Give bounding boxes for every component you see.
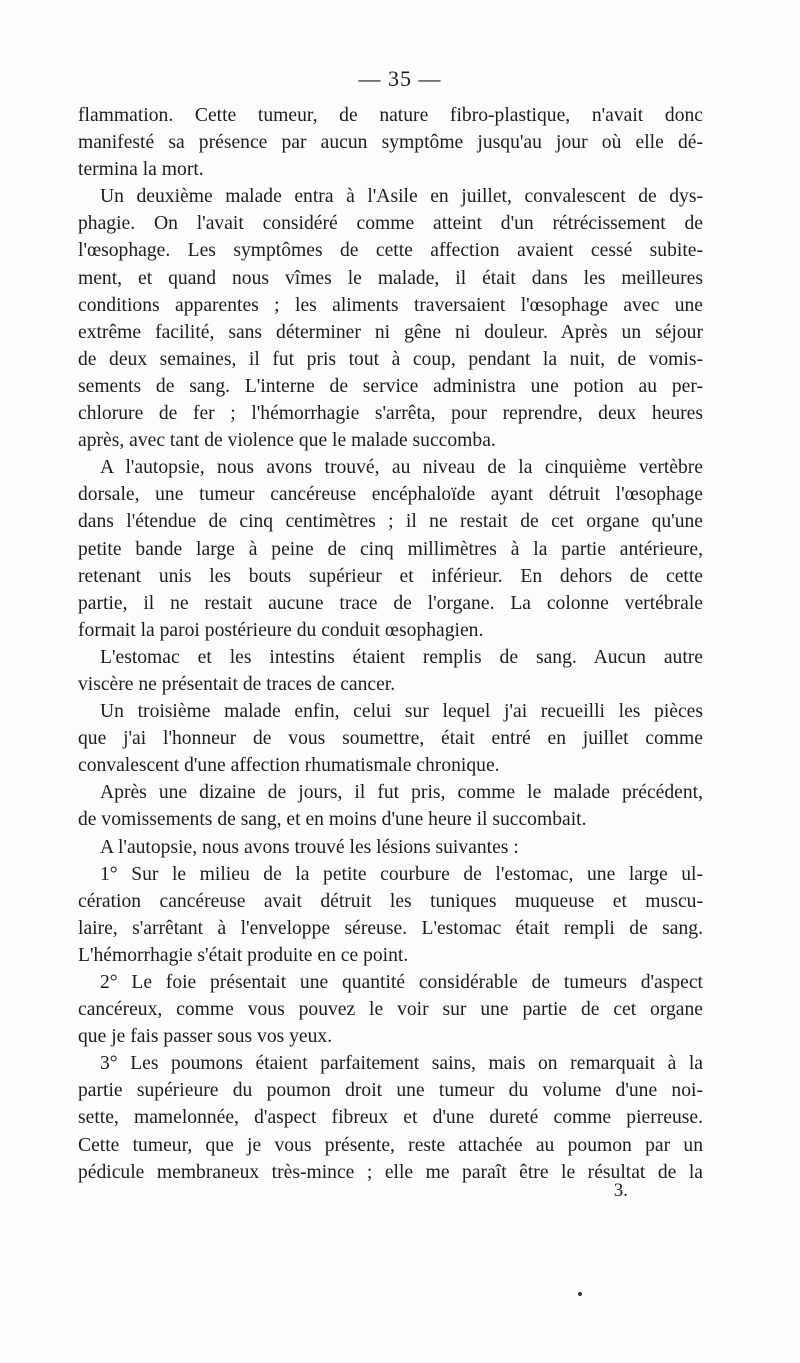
text-line: flammation. Cette tumeur, de nature fibro-plastique, n'avait donc: [78, 105, 703, 126]
text-line: Après une dizaine de jours, il fut pris, comme le malade précédent,: [100, 782, 703, 804]
text-line: cération cancéreuse avait détruit les tuniques muqueuse et muscu-: [78, 890, 703, 912]
text-line: cancéreux, comme vous pouvez le voir sur une partie de cet organe: [78, 999, 703, 1021]
text-line: partie, il ne restait aucune trace de l'organe. La colonne vertébrale: [78, 592, 703, 614]
text-line: Un deuxième malade entra à l'Asile en juillet, convalescent de dys-: [100, 186, 703, 208]
text-line: que j'ai l'honneur de vous soumettre, était entré en juillet comme: [78, 728, 703, 750]
text-line: retenant unis les bouts supérieur et inférieur. En dehors de cette: [78, 565, 703, 587]
text-line: A l'autopsie, nous avons trouvé les lésions suivantes :: [100, 836, 519, 858]
text-line: pédicule membraneux très-mince ; elle me paraît être le résultat de la: [78, 1161, 703, 1183]
text-line: dans l'étendue de cinq centimètres ; il ne restait de cet organe qu'une: [78, 511, 703, 533]
text-line: 1° Sur le milieu de la petite courbure de l'estomac, une large ul-: [100, 863, 703, 885]
ink-speck: [578, 1292, 582, 1296]
text-line: l'œsophage. Les symptômes de cette affection avaient cessé subite-: [78, 240, 703, 262]
text-line: formait la paroi postérieure du conduit œsophagien.: [78, 619, 484, 641]
text-line: L'estomac et les intestins étaient remplis de sang. Aucun autre: [100, 646, 703, 668]
text-line: laire, s'arrêtant à l'enveloppe séreuse. L'estomac était rempli de sang.: [78, 917, 703, 939]
text-line: conditions apparentes ; les aliments traversaient l'œsophage avec une: [78, 294, 703, 316]
page-number: — 35 —: [358, 66, 442, 91]
body-text: [78, 102, 703, 1186]
text-line: de deux semaines, il fut pris tout à coup, pendant la nuit, de vomis-: [78, 348, 703, 370]
text-line: viscère ne présentait de traces de cancer.: [78, 673, 396, 695]
text-line: dorsale, une tumeur cancéreuse encéphaloïde ayant détruit l'œsophage: [78, 484, 703, 506]
text-line: manifesté sa présence par aucun symptôme jusqu'au jour où elle dé-: [78, 132, 703, 154]
text-line: L'hémorrhagie s'était produite en ce point.: [78, 944, 409, 966]
text-line: convalescent d'une affection rhumatismale chronique.: [78, 755, 500, 777]
text-line: petite bande large à peine de cinq millimètres à la partie antérieure,: [78, 538, 703, 560]
text-line: 2° Le foie présentait une quantité considérable de tumeurs d'aspect: [100, 972, 703, 993]
text-line: extrême facilité, sans déterminer ni gêne ni douleur. Après un séjour: [78, 321, 703, 343]
text-line: A l'autopsie, nous avons trouvé, au niveau de la cinquième vertèbre: [100, 457, 703, 479]
text-line: Cette tumeur, que je vous présente, reste attachée au poumon par un: [78, 1134, 703, 1156]
text-line: partie supérieure du poumon droit une tumeur du volume d'une noi-: [78, 1080, 703, 1102]
text-line: sette, mamelonnée, d'aspect fibreux et d'une dureté comme pierreuse.: [78, 1107, 703, 1129]
text-line: ment, et quand nous vîmes le malade, il était dans les meilleures: [78, 267, 703, 289]
text-line: Un troisième malade enfin, celui sur lequel j'ai recueilli les pièces: [100, 701, 703, 723]
text-line: chlorure de fer ; l'hémorrhagie s'arrêta, pour reprendre, deux heures: [78, 403, 703, 425]
text-line: termina la mort.: [78, 159, 204, 181]
text-line: 3° Les poumons étaient parfaitement sains, mais on remarquait à la: [100, 1053, 703, 1075]
text-line: que je fais passer sous vos yeux.: [78, 1026, 333, 1048]
text-line: de vomissements de sang, et en moins d'une heure il succombait.: [78, 809, 587, 831]
signature-mark: 3.: [613, 1180, 628, 1201]
text-line: phagie. On l'avait considéré comme atteint d'un rétrécissement de: [78, 213, 703, 235]
text-line: après, avec tant de violence que le malade succomba.: [78, 430, 496, 452]
text-line: sements de sang. L'interne de service administra une potion au per-: [78, 375, 703, 397]
